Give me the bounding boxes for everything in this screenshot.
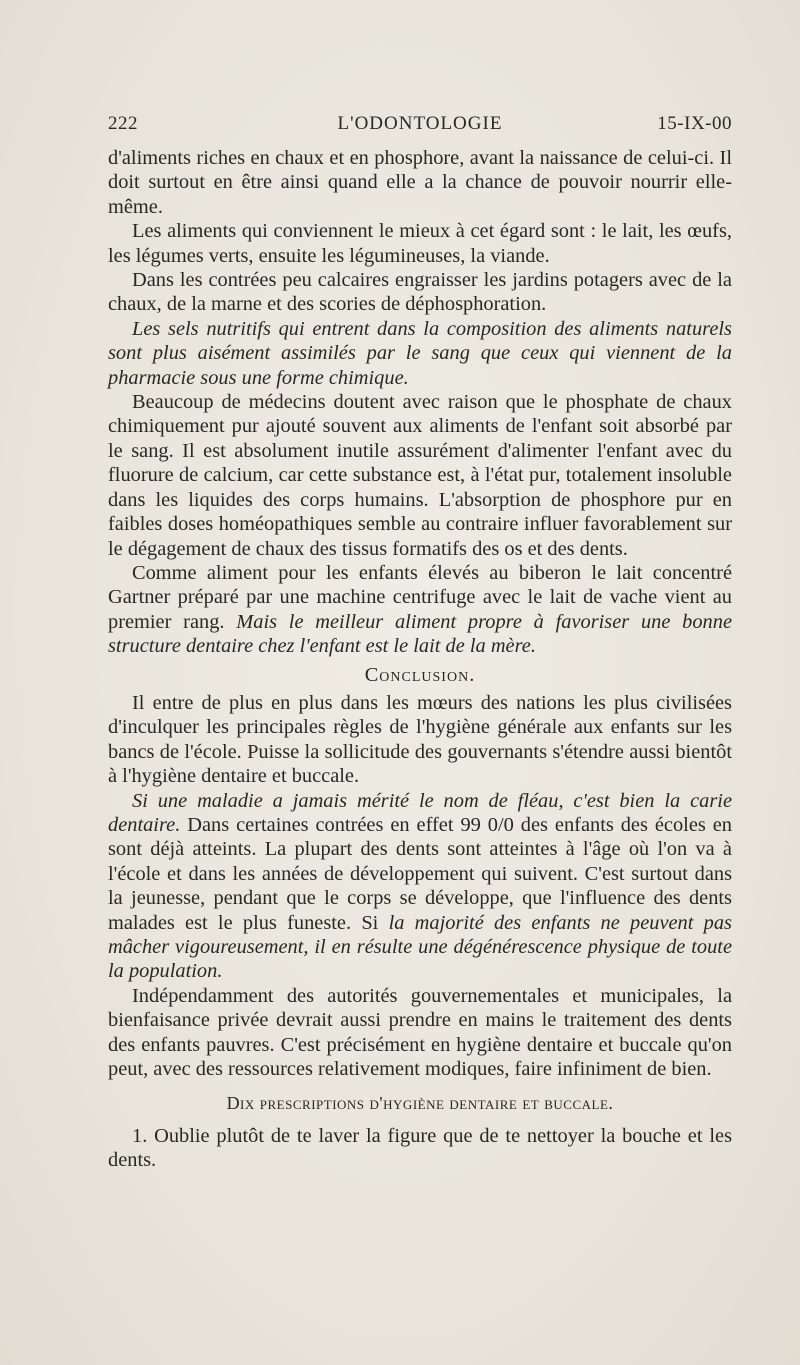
paragraph-1: d'aliments riches en chaux et en phosphore, avant la naissance de celui-ci. Il doit surtout en être ainsi quand elle a la chance de pouvoir nourrir elle-même.	[108, 147, 732, 218]
running-header	[108, 113, 732, 141]
paragraph-4	[108, 317, 732, 390]
paragraph-6-text: Comme aliment pour les enfants élevés au biberon le lait concentré Gartner préparé par une machine centrifuge avec le lait de vache vient au premier rang.	[108, 561, 732, 633]
page-number: 222	[108, 113, 138, 134]
paragraph-6-italic: Mais le meilleur aliment propre à favoriser une bonne structure dentaire chez l'enfant est le lait de la mère.	[108, 610, 732, 658]
body-text	[108, 146, 732, 1173]
paragraph-9: Indépendamment des autorités gouvernementales et municipales, la bienfaisance privée devrait aussi prendre en mains le traitement des dents des enfants pauvres. C'est précisément en hygiène dentaire et buccale qu'on peut, avec des ressources relativement modiques, faire infiniment de bien.	[108, 984, 732, 1081]
paragraph-6	[108, 561, 732, 659]
paragraph-10: 1. Oublie plutôt de te laver la figure que de te nettoyer la bouche et les dents.	[108, 1124, 732, 1172]
paragraph-8-italic: Si une maladie a jamais mérité le nom de fléau, c'est bien la carie dentaire.	[108, 789, 732, 836]
heading-conclusion: Conclusion.	[364, 663, 476, 686]
paragraph-7: Il entre de plus en plus dans les mœurs des nations les plus civilisées d'inculquer les principales règles de l'hygiène générale aux enfants sur les bancs de l'école. Puisse la sollicitude des gouvernants s'étendre aussi bientôt à l'hygiène dentaire et buccale.	[108, 691, 732, 788]
heading-prescriptions: Dix prescriptions d'hygiène dentaire et buccale.	[226, 1093, 614, 1114]
journal-title: L'ODONTOLOGIE	[337, 113, 503, 134]
paragraph-8	[108, 789, 732, 984]
paragraph-8-italic-2: la majorité des enfants ne peuvent pas mâcher vigoureusement, il en résulte une dégénérescence physique de toute la population.	[108, 911, 732, 983]
issue-date: 15-IX-00	[657, 113, 732, 134]
paragraph-8-text: Dans certaines contrées en effet 99 0/0 des enfants des écoles en sont déjà atteints. La plupart des dents sont atteintes à l'âge où l'on va à l'école et dans les années de développement qui suivent. C'est surtout dans la jeunesse, pendant que le corps se développe, que l'influence des dents malades est le plus funeste. Si	[108, 813, 732, 934]
paragraph-5: Beaucoup de médecins doutent avec raison que le phosphate de chaux chimiquement pur ajouté souvent aux aliments de l'enfant soit absorbé par le sang. Il est absolument inutile assurément d'alimenter l'enfant avec du fluorure de calcium, car cette substance est, à l'état pur, totalement insoluble dans les liquides des corps humains. L'absorption de phosphore pur en faibles doses homéopathiques semble au contraire influer favorablement sur le dégagement de chaux des tissus formatifs des os et des dents.	[108, 391, 732, 560]
paragraph-2: Les aliments qui conviennent le mieux à cet égard sont : le lait, les œufs, les légumes verts, ensuite les légumineuses, la viande.	[108, 220, 732, 267]
paragraph-3: Dans les contrées peu calcaires engraisser les jardins potagers avec de la chaux, de la marne et des scories de déphosphoration.	[108, 269, 732, 316]
paragraph-4-italic: Les sels nutritifs qui entrent dans la composition des aliments naturels sont plus aisément assimilés par le sang que ceux qui viennent de la pharmacie sous une forme chimique.	[108, 317, 732, 389]
